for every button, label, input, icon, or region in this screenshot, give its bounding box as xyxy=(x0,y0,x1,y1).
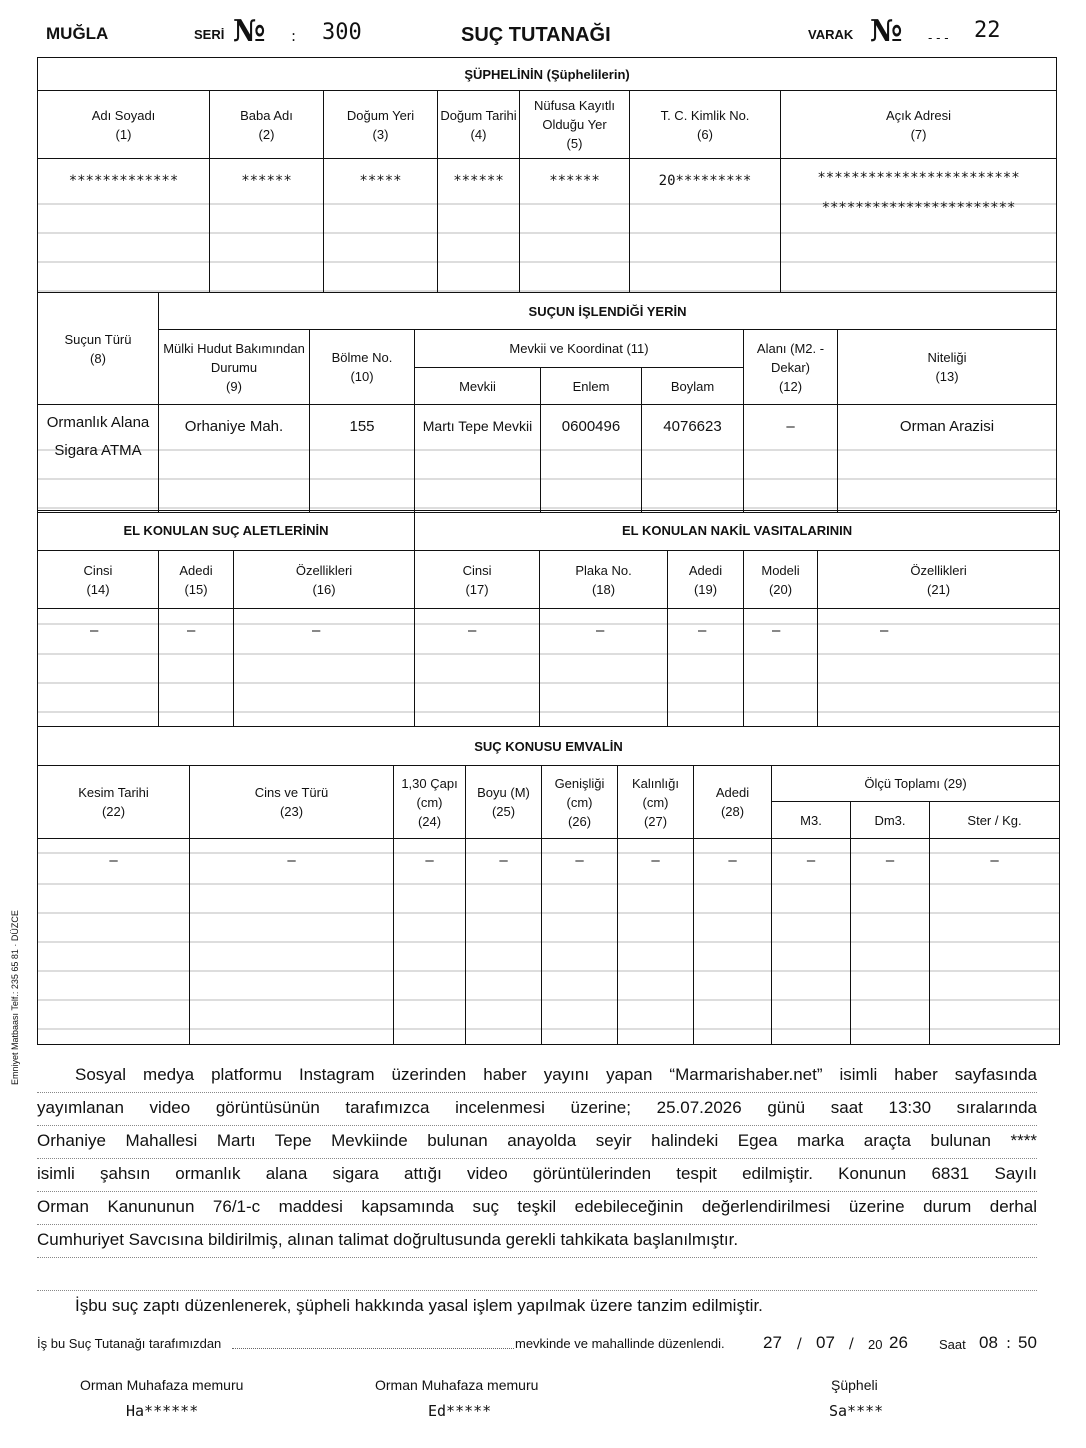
header-arac-ozellikleri: Özellikleri (21) xyxy=(818,551,1060,609)
value-sucun-turu: Ormanlık Alana Sigara ATMA xyxy=(38,405,159,513)
footer-colon: : xyxy=(1006,1334,1012,1352)
header-cap: 1,30 Çapı (cm) (24) xyxy=(394,766,466,839)
footer-minute: 50 xyxy=(1018,1333,1037,1352)
value-arac-ozellikleri: – xyxy=(818,609,1060,727)
header-kesim-tarihi: Kesim Tarihi (22) xyxy=(38,766,190,839)
seri-label: SERİ xyxy=(194,27,225,42)
varak-number-sign: № xyxy=(870,14,903,49)
header-emval-adedi: Adedi (28) xyxy=(694,766,772,839)
header-mulki-hudut: Mülki Hudut Bakımından Durumu (9) xyxy=(159,330,310,405)
value-mevkii: Martı Tepe Mevkii xyxy=(415,405,541,513)
value-boylam: 4076623 xyxy=(642,405,744,513)
seri-number-sign: № xyxy=(233,14,266,49)
varak-number: 22 xyxy=(974,18,1001,43)
property-table xyxy=(37,726,1060,1045)
footer-day: 27 xyxy=(763,1333,782,1352)
varak-label: VARAK xyxy=(808,27,854,42)
header-arac-adedi: Adedi (19) xyxy=(668,551,744,609)
narrative-line: yayımlanan video görüntüsünün tarafımızca incelenmesi üzerine; 25.07.2026 günü saat 13:30 sıralarında xyxy=(37,1093,1037,1126)
value-kalinligi: – xyxy=(618,839,694,1045)
value-dogum-yeri: ***** xyxy=(324,159,438,293)
footer-year-prefix: 20 xyxy=(868,1337,883,1352)
footer-month: 07 xyxy=(816,1333,835,1352)
value-modeli: – xyxy=(744,609,818,727)
header-cins-turu: Cins ve Türü (23) xyxy=(190,766,394,839)
header-adi-soyadi: Adı Soyadı (1) xyxy=(38,91,210,159)
document-title: SUÇ TUTANAĞI xyxy=(461,24,611,46)
signature-title-suspect: Şüpheli xyxy=(831,1377,878,1393)
header-dogum-tarihi: Doğum Tarihi (4) xyxy=(438,91,520,159)
property-section-title: SUÇ KONUSU EMVALİN xyxy=(38,727,1060,766)
header-boylam: Boylam xyxy=(642,368,744,405)
header-alet-cinsi: Cinsi (14) xyxy=(38,551,159,609)
narrative-line: Sosyal medya platformu Instagram üzerinden haber yayını yapan “Marmarishaber.net” isimli haber sayfasında xyxy=(37,1060,1037,1093)
narrative-blank-line xyxy=(37,1258,1037,1291)
suspect-section-title: ŞÜPHELİNİN (Şüphelilerin) xyxy=(38,58,1057,91)
header-kalinligi: Kalınlığı (cm) (27) xyxy=(618,766,694,839)
narrative-line: Orman Kanununun 76/1-c maddesi kapsamında suç teşkil edebileceğinin değerlendirilmesi üzerine durum derhal xyxy=(37,1192,1037,1225)
header-ster-kg: Ster / Kg. xyxy=(930,802,1060,839)
header-boyu: Boyu (M) (25) xyxy=(466,766,542,839)
narrative-line: Cumhuriyet Savcısına bildirilmiş, alınan talimat doğrultusunda gerekli tahkikata başlanılmıştır. xyxy=(37,1225,1037,1258)
header-dogum-yeri: Doğum Yeri (3) xyxy=(324,91,438,159)
value-alet-cinsi: – xyxy=(38,609,159,727)
narrative-line: isimli şahsın ormanlık alana sigara attığı video görüntülerinden tespit edilmiştir. Konunun 6831 Sayılı xyxy=(37,1159,1037,1192)
header-modeli: Modeli (20) xyxy=(744,551,818,609)
header-dm3: Dm3. xyxy=(851,802,930,839)
narrative-line: Orhaniye Mahallesi Martı Tepe Mevkiinde bulunan anayolda seyir halindeki Egea marka araçta bulunan **** xyxy=(37,1126,1037,1159)
value-cins-turu: – xyxy=(190,839,394,1045)
value-alet-adedi: – xyxy=(159,609,234,727)
value-dogum-tarihi: ****** xyxy=(438,159,520,293)
header-bolme-no: Bölme No. (10) xyxy=(310,330,415,405)
header-nufus-yeri: Nüfusa Kayıtlı Olduğu Yer (5) xyxy=(520,91,630,159)
value-ster-kg: – xyxy=(930,839,1060,1045)
header-alet-adedi: Adedi (15) xyxy=(159,551,234,609)
footer-middle: mevkinde ve mahallinde düzenlendi. xyxy=(515,1336,725,1351)
footer-prefix: İş bu Suç Tutanağı tarafımızdan xyxy=(37,1336,222,1351)
header-niteligi: Niteliği (13) xyxy=(838,330,1057,405)
value-m3: – xyxy=(772,839,851,1045)
tools-vehicles-table xyxy=(37,510,1060,727)
signature-name-officer-2: Ed***** xyxy=(428,1402,492,1420)
value-enlem: 0600496 xyxy=(541,405,642,513)
value-dm3: – xyxy=(851,839,930,1045)
value-adi-soyadi: ************* xyxy=(38,159,210,293)
closing-line: İşbu suç zaptı düzenlenerek, şüpheli hakkında yasal işlem yapılmak üzere tanzim edilmiştir. xyxy=(75,1296,763,1315)
value-tc-kimlik: 20********* xyxy=(630,159,781,293)
header-olcu-toplami: Ölçü Toplamı (29) xyxy=(772,766,1060,802)
value-mulki-hudut: Orhaniye Mah. xyxy=(159,405,310,513)
header-plaka-no: Plaka No. (18) xyxy=(540,551,668,609)
header-mevkii-koordinat: Mevkii ve Koordinat (11) xyxy=(415,330,744,368)
city-label: MUĞLA xyxy=(46,24,109,43)
footer-hour: 08 xyxy=(979,1333,998,1352)
footer-slash-1: / xyxy=(797,1336,802,1352)
vehicles-section-title: EL KONULAN NAKİL VASITALARININ xyxy=(415,511,1060,551)
value-emval-adedi: – xyxy=(694,839,772,1045)
tools-section-title: EL KONULAN SUÇ ALETLERİNİN xyxy=(38,511,415,551)
header-mevkii: Mevkii xyxy=(415,368,541,405)
header-m3: M3. xyxy=(772,802,851,839)
header-genisligi: Genişliği (cm) (26) xyxy=(542,766,618,839)
seri-number: 300 xyxy=(322,20,362,45)
printer-imprint: Emniyet Matbaası Telf.: 235 65 81 · DÜZCE xyxy=(10,910,20,1085)
value-alet-ozellikleri: – xyxy=(234,609,415,727)
value-acik-adres: ************************ *********************** xyxy=(781,159,1057,293)
value-arac-adedi: – xyxy=(668,609,744,727)
crime-place-section-title: SUÇUN İŞLENDİĞİ YERİN xyxy=(159,293,1057,330)
crime-place-table xyxy=(37,292,1057,513)
value-arac-cinsi: – xyxy=(415,609,540,727)
value-niteligi: Orman Arazisi xyxy=(838,405,1057,513)
seri-colon: : xyxy=(291,27,297,45)
footer-slash-2: / xyxy=(849,1336,854,1352)
value-kesim-tarihi: – xyxy=(38,839,190,1045)
value-cap: – xyxy=(394,839,466,1045)
header-alani: Alanı (M2. - Dekar) (12) xyxy=(744,330,838,405)
signature-title-officer-1: Orman Muhafaza memuru xyxy=(80,1377,244,1393)
footer-dotted-line xyxy=(232,1348,514,1349)
header-baba-adi: Baba Adı (2) xyxy=(210,91,324,159)
footer-saat-label: Saat xyxy=(939,1337,966,1352)
header-enlem: Enlem xyxy=(541,368,642,405)
header-alet-ozellikleri: Özellikleri (16) xyxy=(234,551,415,609)
footer-year-suffix: 26 xyxy=(889,1333,908,1352)
suspect-table xyxy=(37,57,1057,293)
header-tc-kimlik: T. C. Kimlik No. (6) xyxy=(630,91,781,159)
narrative-block xyxy=(37,1060,1037,1323)
value-baba-adi: ****** xyxy=(210,159,324,293)
value-bolme-no: 155 xyxy=(310,405,415,513)
signature-name-suspect: Sa**** xyxy=(829,1402,884,1420)
varak-dashes: - - - xyxy=(928,31,949,45)
value-genisligi: – xyxy=(542,839,618,1045)
value-boyu: – xyxy=(466,839,542,1045)
value-nufus-yeri: ****** xyxy=(520,159,630,293)
value-plaka-no: – xyxy=(540,609,668,727)
value-alani: – xyxy=(744,405,838,513)
signature-name-officer-1: Ha****** xyxy=(126,1402,199,1420)
header-sucun-turu: Suçun Türü (8) xyxy=(38,293,159,405)
header-acik-adres: Açık Adresi (7) xyxy=(781,91,1057,159)
signature-title-officer-2: Orman Muhafaza memuru xyxy=(375,1377,539,1393)
header-arac-cinsi: Cinsi (17) xyxy=(415,551,540,609)
